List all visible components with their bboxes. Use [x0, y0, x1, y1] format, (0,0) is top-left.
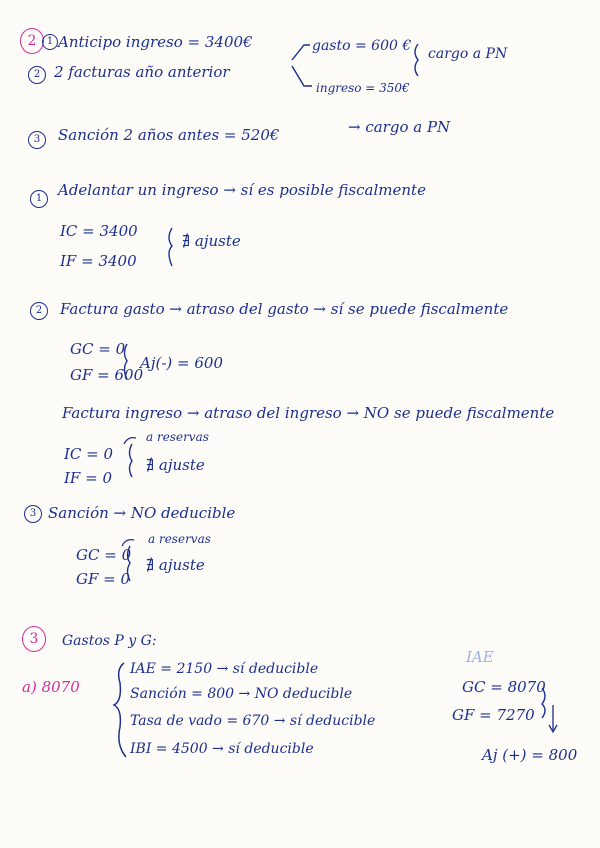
- part-3-title: Gastos P y G:: [62, 633, 157, 649]
- gasto-text: gasto = 600 €: [312, 38, 412, 54]
- s2-reservas: a reservas: [146, 430, 209, 444]
- s3-reservas: a reservas: [148, 532, 211, 546]
- item-3-text: Sanción 2 años antes = 520€: [58, 126, 280, 144]
- ingreso-text: ingreso = 350€: [316, 81, 410, 95]
- iae-label: IAE: [466, 648, 494, 666]
- s1-ajuste: ∄ ajuste: [182, 232, 241, 250]
- row-tasa-vado: Tasa de vado = 670 → sí deducible: [130, 713, 376, 729]
- cargo-pn-text: cargo a PN: [428, 46, 508, 62]
- section-3-badge: 3: [24, 505, 42, 523]
- s2-ajuste: ∄ ajuste: [146, 456, 205, 474]
- s3-gc: GC = 0: [76, 546, 132, 564]
- section-2-title-2: Factura ingreso → atraso del ingreso → NO se puede fiscalmente: [62, 404, 555, 422]
- s2-gc: GC = 0: [70, 340, 126, 358]
- p3-gf: GF = 7270: [452, 706, 535, 724]
- item-2-text: 2 facturas año anterior: [54, 63, 230, 81]
- part-3-a: a) 8070: [22, 678, 80, 696]
- item-1-text: Anticipo ingreso = 3400€: [58, 33, 253, 51]
- p3-aj: Aj (+) = 800: [482, 746, 578, 764]
- s1-ic: IC = 3400: [60, 222, 138, 240]
- s2-aj: Aj(-) = 600: [140, 354, 223, 372]
- s2-ic: IC = 0: [64, 445, 114, 463]
- item-2-badge: 2: [28, 66, 46, 84]
- s2-gf: GF = 600: [70, 366, 144, 384]
- item-1-badge: 1: [42, 34, 58, 50]
- exercise-number-badge: 2: [20, 28, 44, 54]
- s3-ajuste: ∄ ajuste: [146, 556, 205, 574]
- cargo-pn-text-2: → cargo a PN: [348, 118, 451, 136]
- section-1-title: Adelantar un ingreso → sí es posible fiscalmente: [58, 181, 426, 199]
- row-sancion: Sanción = 800 → NO deducible: [130, 686, 353, 702]
- s1-if: IF = 3400: [60, 252, 137, 270]
- part-3-badge: 3: [22, 626, 46, 652]
- section-3-title: Sanción → NO deducible: [48, 504, 236, 522]
- row-iae: IAE = 2150 → sí deducible: [130, 661, 319, 677]
- item-3-badge: 3: [28, 131, 46, 149]
- p3-gc: GC = 8070: [462, 678, 546, 696]
- row-ibi: IBI = 4500 → sí deducible: [130, 741, 314, 757]
- section-2-badge: 2: [30, 302, 48, 320]
- s2-if: IF = 0: [64, 469, 112, 487]
- s3-gf: GF = 0: [76, 570, 131, 588]
- section-1-badge: 1: [30, 190, 48, 208]
- section-2-title: Factura gasto → atraso del gasto → sí se puede fiscalmente: [60, 300, 509, 318]
